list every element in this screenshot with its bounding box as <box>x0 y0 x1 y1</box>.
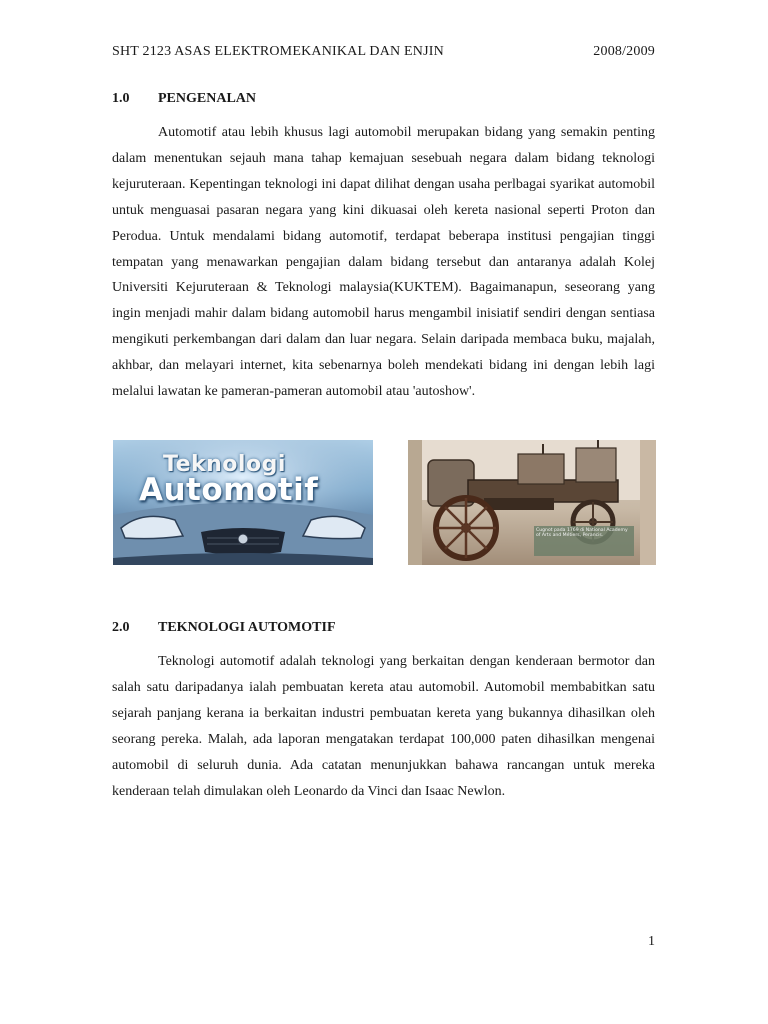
banner-title-automotif: Automotif <box>139 472 319 508</box>
page-number: 1 <box>648 934 655 949</box>
banner-title-teknologi: Teknologi <box>163 452 286 477</box>
image-caption: Cugnot pada 1769 di National Academy of Arts and Métiers, Perancis. <box>536 528 628 539</box>
paragraph-automotive-technology: Teknologi automotif adalah teknologi yang berkaitan dengan kenderaan bermotor dan salah satu daripadanya ialah pembuatan kereta atau automobil. Automobil membabitkan satu sejarah panjang kerana ia berkaitan industri pembuatan kereta yang bukannya dihasilkan oleh seorang pereka. Malah, ada laporan mengatakan terdapat 100,000 paten dihasilkan mengenai automobil di seluruh dunia. Ada catatan menunjukkan bahawa rancangan untuk mereka kenderaan telah dimulakan oleh Leonardo da Vinci dan Isaac Newlon. <box>112 654 655 799</box>
automotive-banner-image <box>113 440 373 565</box>
page-header <box>112 44 655 60</box>
section-number: 1.0 <box>112 91 130 106</box>
academic-year: 2008/2009 <box>593 44 655 59</box>
section-number: 2.0 <box>112 620 130 635</box>
section-title: PENGENALAN <box>158 91 257 106</box>
course-title: SHT 2123 ASAS ELEKTROMEKANIKAL DAN ENJIN <box>112 44 444 59</box>
section-title: TEKNOLOGI AUTOMOTIF <box>158 620 336 635</box>
section-heading-2 <box>112 620 336 636</box>
paragraph-intro: Automotif atau lebih khusus lagi automobil merupakan bidang yang semakin penting dalam menentukan sejauh mana tahap kemajuan sesebuah negara dalam bidang teknologi kejuruteraan. Kepentingan teknologi ini dapat dilihat dengan usaha perlbagai syarikat automobil untuk menguasai pasaran negara yang kini dikuasai oleh kereta nasional seperti Proton dan Perodua. Untuk mendalami bidang automotif, terdapat beberapa institusi pengajian tinggi tempatan yang menawarkan pengajian dalam bidang tersebut dan antaranya adalah Kolej Universiti Kejuruteraan & Teknologi malaysia(KUKTEM). Bagaimanapun, seseorang yang ingin menjadi mahir dalam bidang automobil harus mengambil inisiatif sendiri dengan sentiasa mengikuti perkembangan dari dalam dan luar negara. Selain daripada membaca buku, majalah, akhbar, dan melayari internet, kita sebenarnya boleh mendekati bidang ini dengan lebih lagi melalui lawatan ke pameran-pameran automobil atau 'autoshow'. <box>112 125 655 400</box>
cugnot-steam-vehicle-image <box>408 440 656 565</box>
section-heading-1 <box>112 91 256 107</box>
